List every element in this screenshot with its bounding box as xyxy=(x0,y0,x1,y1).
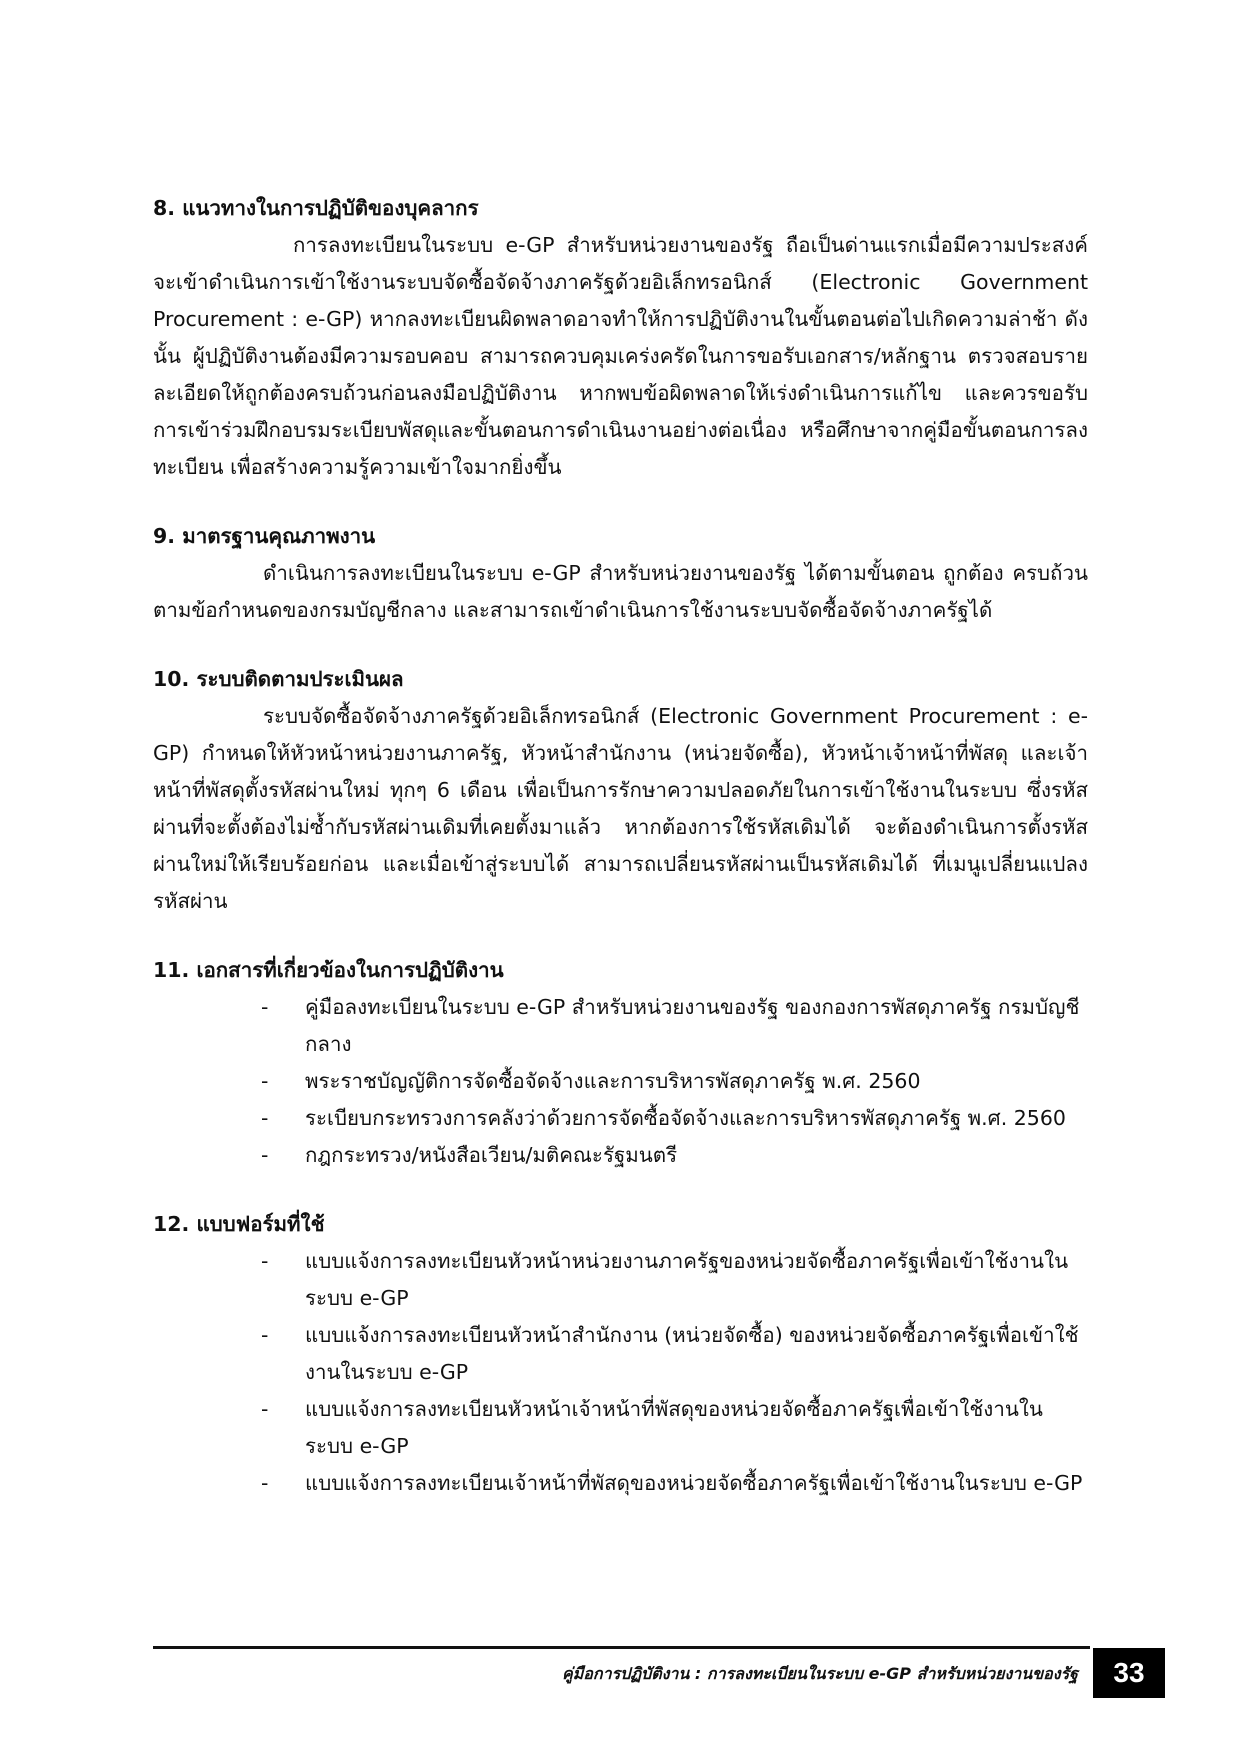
section-paragraph: ดำเนินการลงทะเบียนในระบบ e-GP สำหรับหน่วยงานของรัฐ ได้ตามขั้นตอน ถูกต้อง ครบถ้วนตามข้อกำหนดของกรมบัญชีกลาง และสามารถเข้าดำเนินการใช้งานระบบจัดซื้อจัดจ้างภาครัฐได้ xyxy=(153,561,1088,622)
list-item-text: กฎกระทรวง/หนังสือเวียน/มติคณะรัฐมนตรี xyxy=(305,1143,678,1167)
bullet-dash: - xyxy=(261,1069,269,1093)
document-list xyxy=(153,989,1088,1174)
bullet-dash: - xyxy=(261,995,269,1019)
bullet-dash: - xyxy=(261,1397,269,1421)
bullet-dash: - xyxy=(261,1143,269,1167)
section-9 xyxy=(153,518,1088,629)
bullet-dash: - xyxy=(261,1471,269,1495)
list-item xyxy=(261,1391,1088,1465)
list-item xyxy=(261,989,1088,1063)
section-10 xyxy=(153,661,1088,920)
list-item xyxy=(261,1465,1088,1502)
list-item xyxy=(261,1100,1088,1137)
footer-divider xyxy=(153,1646,1090,1649)
section-heading: 9. มาตรฐานคุณภาพงาน xyxy=(153,524,376,548)
list-item xyxy=(261,1063,1088,1100)
bullet-dash: - xyxy=(261,1249,269,1273)
list-item xyxy=(261,1137,1088,1174)
section-heading: 11. เอกสารที่เกี่ยวข้องในการปฏิบัติงาน xyxy=(153,958,504,982)
form-list xyxy=(153,1243,1088,1502)
list-item-text: แบบแจ้งการลงทะเบียนหัวหน้าหน่วยงานภาครัฐของหน่วยจัดซื้อภาครัฐเพื่อเข้าใช้งานในระบบ e-GP xyxy=(305,1249,1069,1310)
footer-title: คู่มือการปฏิบัติงาน : การลงทะเบียนในระบบ e-GP สำหรับหน่วยงานของรัฐ xyxy=(562,1664,1078,1683)
bullet-dash: - xyxy=(261,1323,269,1347)
section-heading: 10. ระบบติดตามประเมินผล xyxy=(153,667,404,691)
section-11 xyxy=(153,952,1088,1174)
list-item xyxy=(261,1243,1088,1317)
section-heading: 12. แบบฟอร์มที่ใช้ xyxy=(153,1212,325,1236)
list-item-text: คู่มือลงทะเบียนในระบบ e-GP สำหรับหน่วยงานของรัฐ ของกองการพัสดุภาครัฐ กรมบัญชีกลาง xyxy=(305,995,1080,1056)
section-heading: 8. แนวทางในการปฏิบัติของบุคลากร xyxy=(153,196,479,220)
document-body xyxy=(153,190,1088,1534)
section-paragraph: ระบบจัดซื้อจัดจ้างภาครัฐด้วยอิเล็กทรอนิกส์ (Electronic Government Procurement : e-GP) กำหนดให้หัวหน้าหน่วยงานภาครัฐ, หัวหน้าสำนักงาน (หน่วยจัดซื้อ), หัวหน้าเจ้าหน้าที่พัสดุ และเจ้าหน้าที่พัสดุตั้งรหัสผ่านใหม่ ทุกๆ 6 เดือน เพื่อเป็นการรักษาความปลอดภัยในการเข้าใช้งานในระบบ ซึ่งรหัสผ่านที่จะตั้งต้องไม่ซ้ำกับรหัสผ่านเดิมที่เคยตั้งมาแล้ว หากต้องการใช้รหัสเดิมได้ จะต้องดำเนินการตั้งรหัสผ่านใหม่ให้เรียบร้อยก่อน และเมื่อเข้าสู่ระบบได้ สามารถเปลี่ยนรหัสผ่านเป็นรหัสเดิมได้ ที่เมนูเปลี่ยนแปลงรหัสผ่าน xyxy=(153,704,1088,913)
list-item xyxy=(261,1317,1088,1391)
list-item-text: แบบแจ้งการลงทะเบียนหัวหน้าเจ้าหน้าที่พัสดุของหน่วยจัดซื้อภาครัฐเพื่อเข้าใช้งานในระบบ e-GP xyxy=(305,1397,1043,1458)
list-item-text: แบบแจ้งการลงทะเบียนหัวหน้าสำนักงาน (หน่วยจัดซื้อ) ของหน่วยจัดซื้อภาครัฐเพื่อเข้าใช้งานในระบบ e-GP xyxy=(305,1323,1079,1384)
bullet-dash: - xyxy=(261,1106,269,1130)
page-number: 33 xyxy=(1093,1648,1165,1698)
section-8 xyxy=(153,190,1088,486)
list-item-text: พระราชบัญญัติการจัดซื้อจัดจ้างและการบริหารพัสดุภาครัฐ พ.ศ. 2560 xyxy=(305,1069,921,1093)
list-item-text: ระเบียบกระทรวงการคลังว่าด้วยการจัดซื้อจัดจ้างและการบริหารพัสดุภาครัฐ พ.ศ. 2560 xyxy=(305,1106,1066,1130)
section-paragraph: การลงทะเบียนในระบบ e-GP สำหรับหน่วยงานของรัฐ ถือเป็นด่านแรกเมื่อมีความประสงค์จะเข้าดำเนินการเข้าใช้งานระบบจัดซื้อจัดจ้างภาครัฐด้วยอิเล็กทรอนิกส์ (Electronic Government Procurement : e-GP) หากลงทะเบียนผิดพลาดอาจทำให้การปฏิบัติงานในขั้นตอนต่อไปเกิดความล่าช้า ดังนั้น ผู้ปฏิบัติงานต้องมีความรอบคอบ สามารถควบคุมเคร่งครัดในการขอรับเอกสาร/หลักฐาน ตรวจสอบรายละเอียดให้ถูกต้องครบถ้วนก่อนลงมือปฏิบัติงาน หากพบข้อผิดพลาดให้เร่งดำเนินการแก้ไข และควรขอรับการเข้าร่วมฝึกอบรมระเบียบพัสดุและขั้นตอนการดำเนินงานอย่างต่อเนื่อง หรือศึกษาจากคู่มือขั้นตอนการลงทะเบียน เพื่อสร้างความรู้ความเข้าใจมากยิ่งขึ้น xyxy=(153,233,1088,479)
section-12 xyxy=(153,1206,1088,1502)
list-item-text: แบบแจ้งการลงทะเบียนเจ้าหน้าที่พัสดุของหน่วยจัดซื้อภาครัฐเพื่อเข้าใช้งานในระบบ e-GP xyxy=(305,1471,1083,1495)
